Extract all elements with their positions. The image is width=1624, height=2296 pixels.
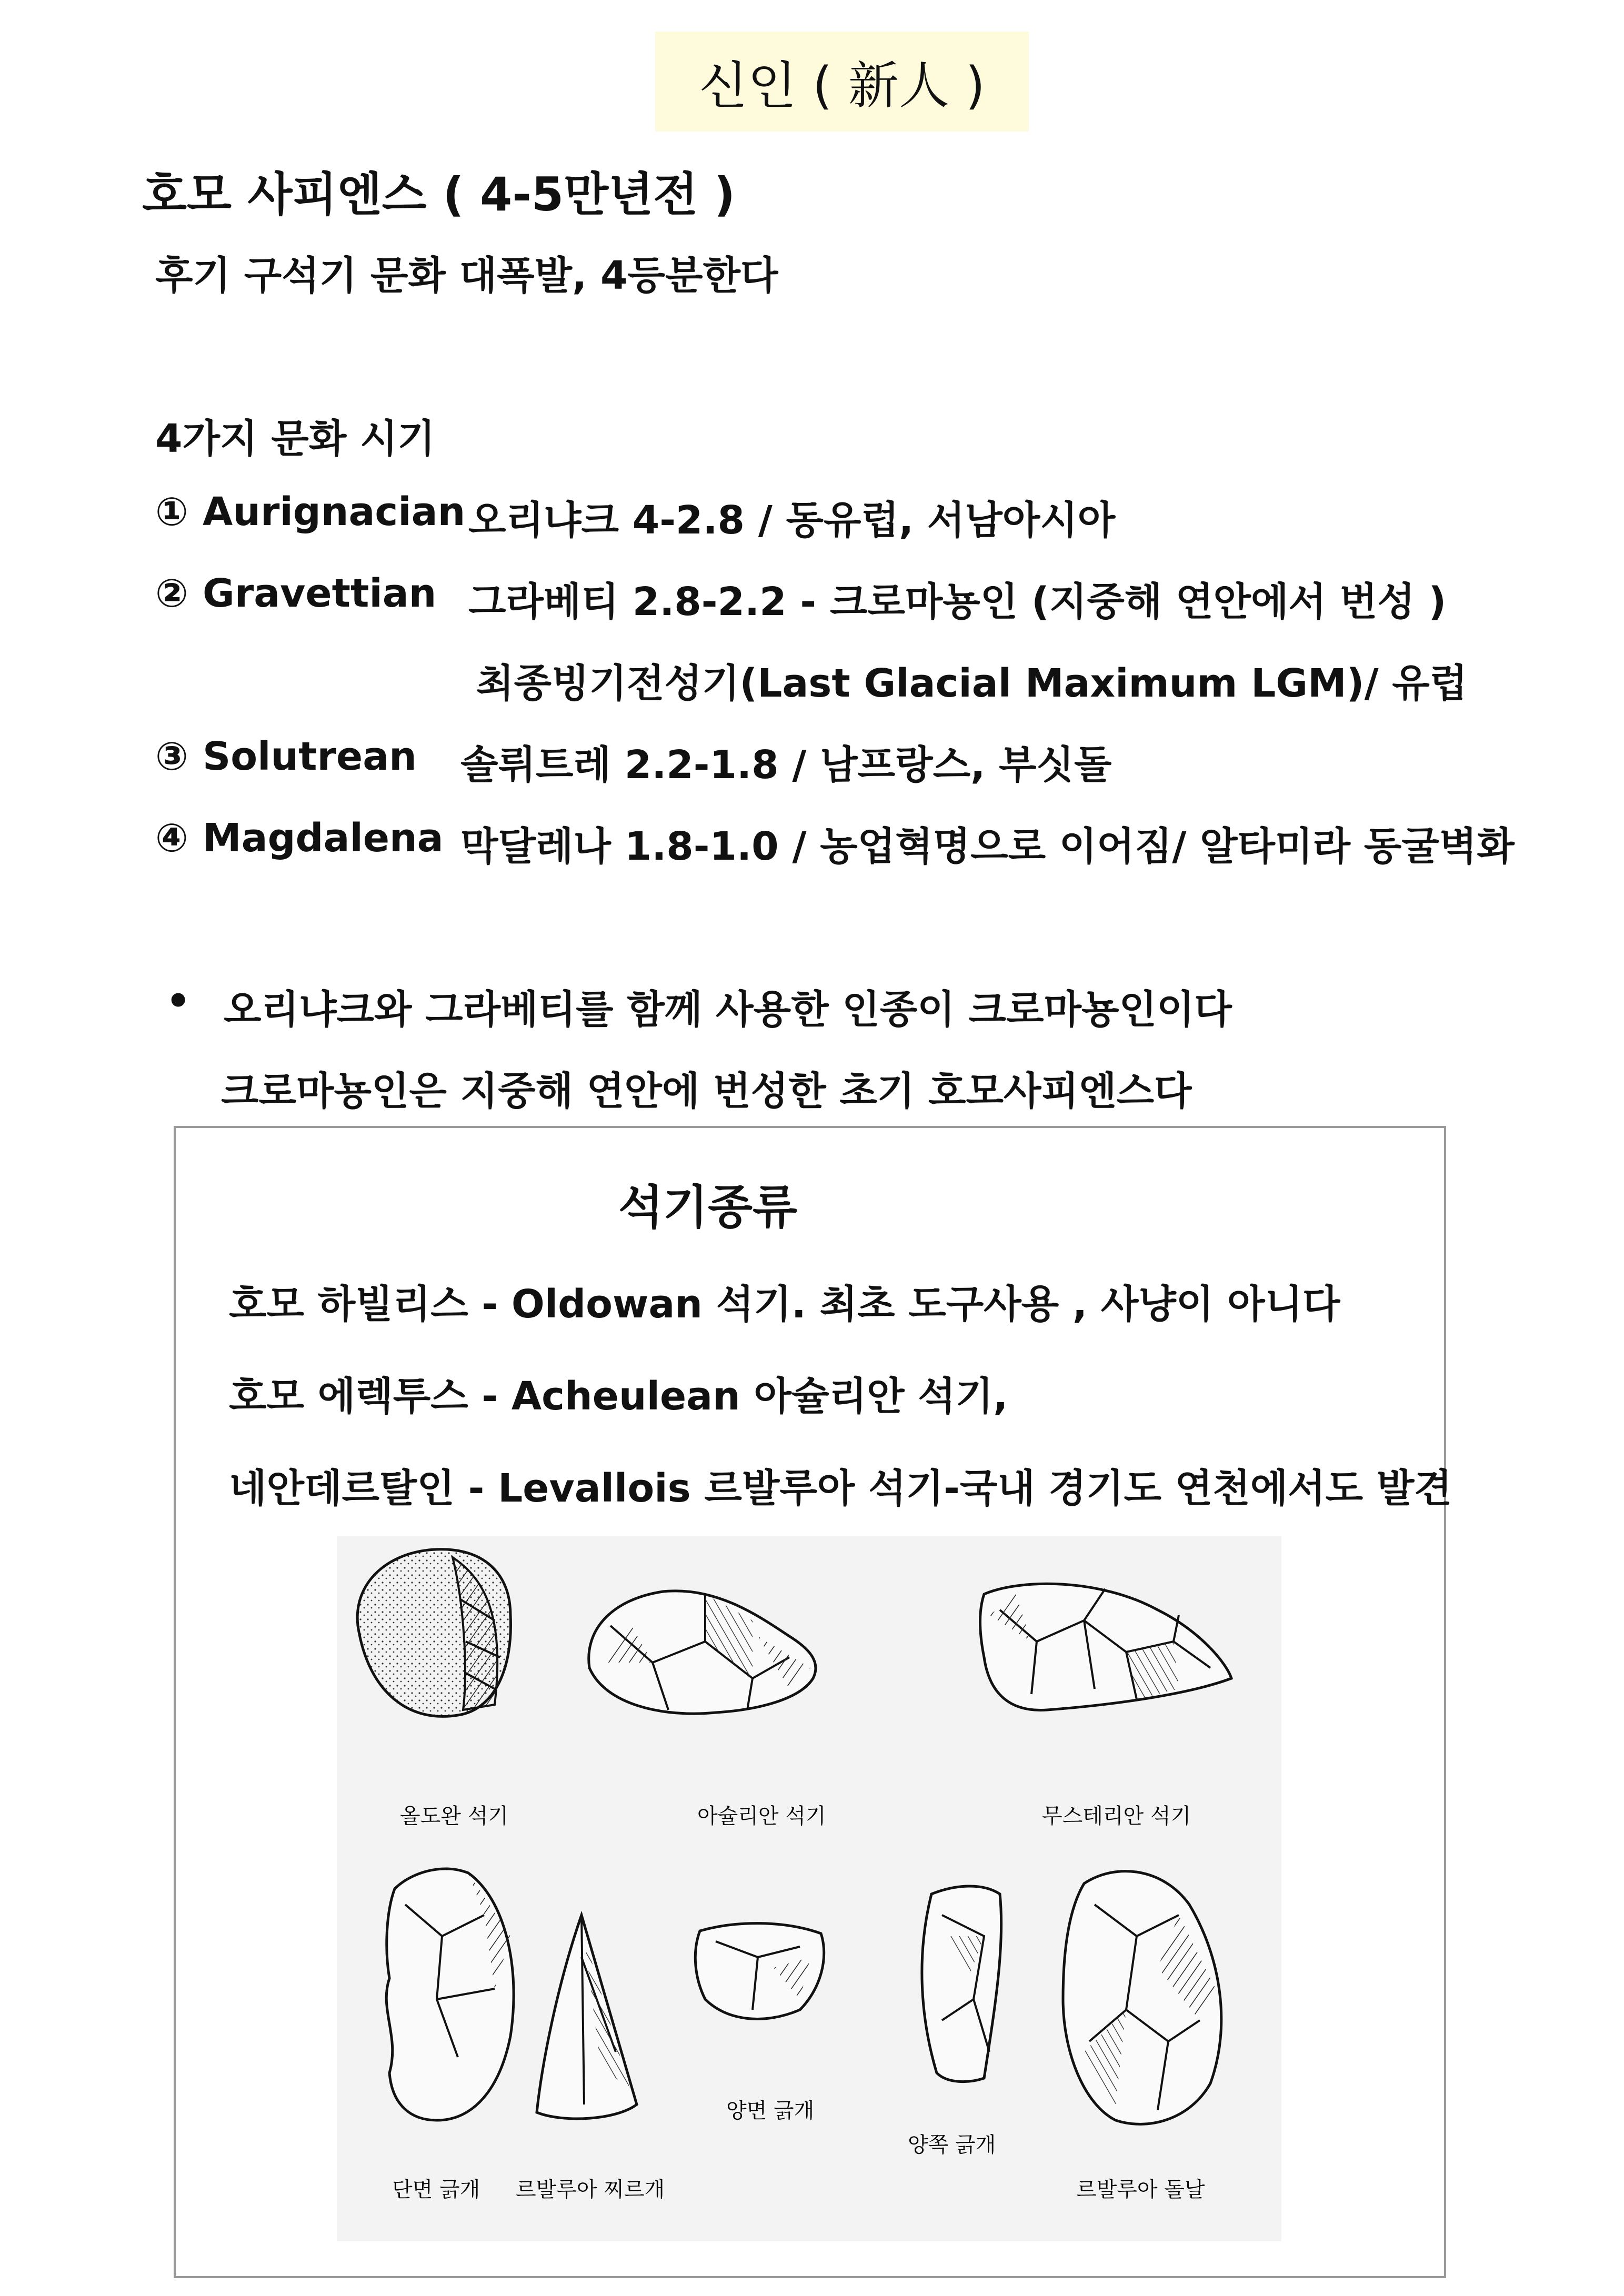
period-name: Magdalena (203, 815, 444, 861)
levallois-point-icon (537, 1915, 637, 2119)
period-desc: 그라베티 2.8-2.2 - 크로마뇽인 (지중해 연안에서 번성 ) (468, 579, 1447, 625)
oldowan-tool-icon (357, 1549, 510, 1717)
period-desc-continued: 최종빙기전성기(Last Glacial Maximum LGM)/ 유럽 (476, 661, 1468, 706)
periods-title: 4가지 문화 시기 (155, 416, 435, 461)
caption-side-scraper: 양쪽 긁개 (908, 2133, 996, 2157)
stone-tools-figure (337, 1536, 1281, 2241)
period-num: ④ (155, 815, 188, 861)
period-name: Aurignacian (203, 489, 466, 535)
page-title: 신인 ( 新人 ) (699, 56, 985, 115)
stone-tools-line: 호모 에렉투스 - Acheulean 아슐리안 석기, (229, 1374, 1008, 1419)
levallois-blade-icon (1063, 1871, 1221, 2124)
caption-acheulean: 아슐리안 석기 (697, 1804, 826, 1828)
caption-single-scraper: 단면 긁개 (392, 2178, 480, 2202)
caption-levallois-point: 르발루아 찌르개 (516, 2178, 665, 2202)
page-title-box (655, 32, 1029, 132)
stone-tools-line: 네안데르탈인 - Levallois 르발루아 석기-국내 경기도 연천에서도 발견 (229, 1466, 1452, 1511)
mousterian-tool-icon (980, 1584, 1232, 1710)
stone-tools-line: 호모 하빌리스 - Oldowan 석기. 최초 도구사용 , 사냥이 아니다 (229, 1282, 1340, 1327)
period-num: ③ (155, 734, 188, 779)
period-num: ② (155, 571, 188, 616)
stone-tools-illustration (337, 1536, 1281, 2241)
main-heading: 호모 사피엔스 ( 4-5만년전 ) (142, 167, 736, 221)
bullet-symbol: • (166, 979, 191, 1024)
period-desc: 솔뤼트레 2.2-1.8 / 남프랑스, 부싯돌 (460, 742, 1112, 788)
intro-text: 후기 구석기 문화 대폭발, 4등분한다 (155, 253, 778, 298)
caption-double-scraper: 양면 긁개 (726, 2099, 815, 2123)
stone-tools-title: 석기종류 (618, 1180, 798, 1234)
acheulean-handaxe-icon (589, 1591, 816, 1714)
period-num: ① (155, 489, 188, 535)
period-desc: 오리냐크 4-2.8 / 동유럽, 서남아시아 (468, 498, 1116, 543)
double-scraper-icon (695, 1924, 824, 2019)
bullet-line-2: 크로마뇽인은 지중해 연안에 번성한 초기 호모사피엔스다 (221, 1069, 1192, 1114)
bullet-line-1: 오리냐크와 그라베티를 함께 사용한 인종이 크로마뇽인이다 (224, 987, 1232, 1032)
single-scraper-icon (386, 1869, 514, 2120)
caption-oldowan: 올도완 석기 (400, 1804, 508, 1828)
period-desc: 막달레나 1.8-1.0 / 농업혁명으로 이어짐/ 알타미라 동굴벽화 (460, 824, 1515, 869)
side-scraper-icon (922, 1886, 1001, 2082)
period-name: Solutrean (203, 734, 417, 779)
caption-levallois-blade: 르발루아 돌날 (1076, 2178, 1205, 2202)
period-name: Gravettian (203, 571, 437, 616)
caption-mousterian: 무스테리안 석기 (1042, 1804, 1191, 1828)
